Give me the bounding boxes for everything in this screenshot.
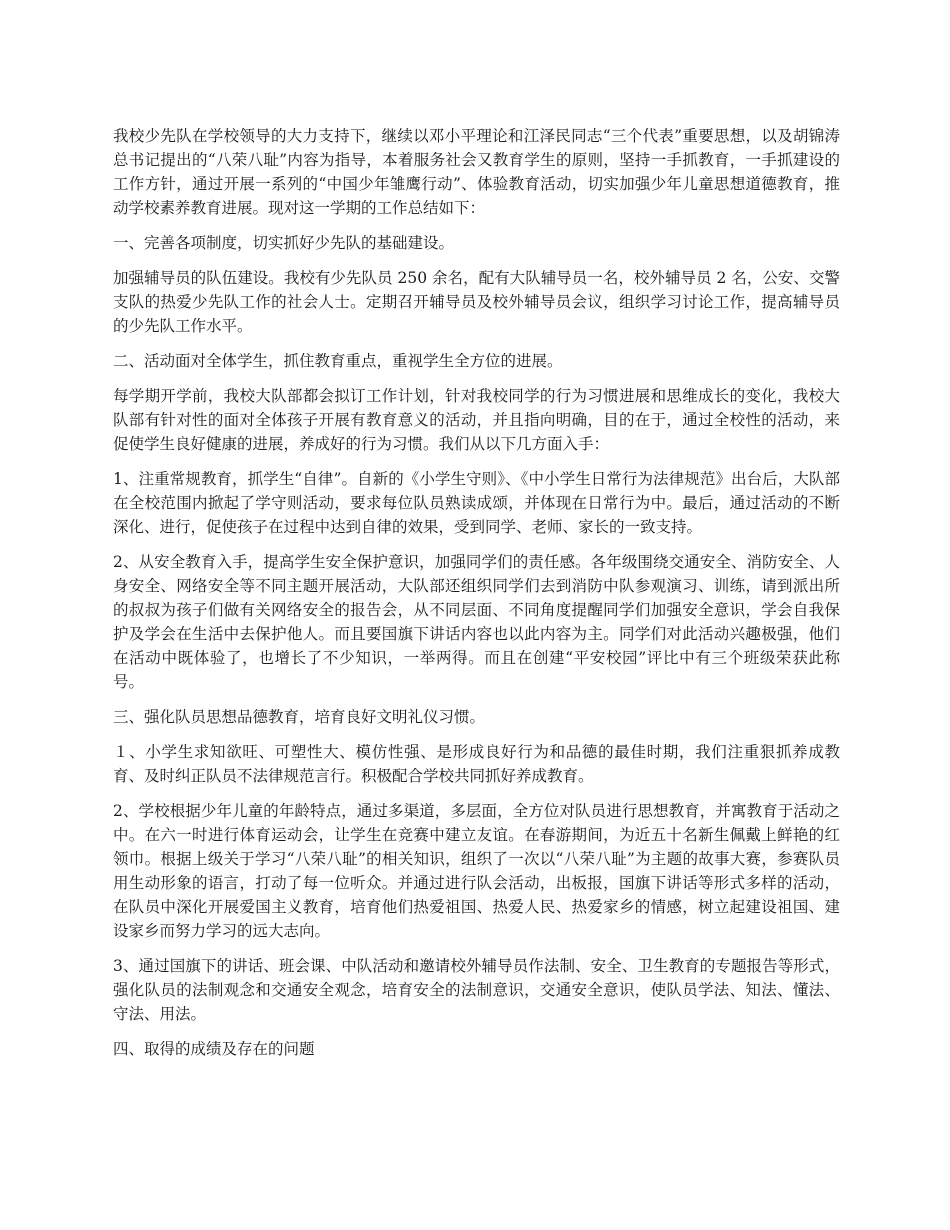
section-heading-4: 四、取得的成绩及存在的问题 [113,1040,315,1058]
body-paragraph: 加强辅导员的队伍建设。我校有少先队员 250 余名，配有大队辅导员一名，校外辅导员 2 名，公安、交警支队的热爱少先队工作的社会人士。定期召开辅导员及校外辅导员会议，组织学习讨论工作，提高辅导员的少先队工作水平。 [113,269,840,335]
body-paragraph: 2、从安全教育入手，提高学生安全保护意识，加强同学们的责任感。各年级围绕交通安全、消防安全、人身安全、网络安全等不同主题开展活动，大队部还组织同学们去到消防中队参观演习、训练，请到派出所的叔叔为孩子们做有关网络安全的报告会，从不同层面、不同角度提醒同学们加强安全意识，学会自我保护及学会在生活中去保护他人。而且要国旗下讲话内容也以此内容为主。同学们对此活动兴趣极强，他们在活动中既体验了，也增长了不少知识，一举两得。而且在创建“平安校园”评比中有三个班级荣获此称号。 [113,553,840,691]
document-page [113,124,840,1072]
section-heading-1: 一、完善各项制度，切实抓好少先队的基础建设。 [113,234,455,252]
body-paragraph: 每学期开学前，我校大队部都会拟订工作计划，针对我校同学的行为习惯进展和思维成长的变化，我校大队部有针对性的面对全体孩子开展有教育意义的活动，并且指向明确，目的在于，通过全校性的活动，来促使学生良好健康的进展，养成好的行为习惯。我们从以下几方面入手： [113,387,840,453]
body-paragraph: 3、通过国旗下的讲话、班会课、中队活动和邀请校外辅导员作法制、安全、卫生教育的专题报告等形式，强化队员的法制观念和交通安全观念，培育安全的法制意识，交通安全意识，使队员学法、知法、懂法、守法、用法。 [113,957,840,1023]
section-heading-3: 三、强化队员思想品德教育，培育良好文明礼仪习惯。 [113,708,486,726]
body-paragraph: 2、学校根据少年儿童的年龄特点，通过多渠道，多层面，全方位对队员进行思想教育，并寓教育于活动之中。在六一时进行体育运动会，让学生在竞赛中建立友谊。在春游期间，为近五十名新生佩戴上鲜艳的红领巾。根据上级关于学习“八荣八耻”的相关知识，组织了一次以“八荣八耻”为主题的故事大赛，参赛队员用生动形象的语言，打动了每一位听众。并通过进行队会活动，出板报，国旗下讲话等形式多样的活动，在队员中深化开展爱国主义教育，培育他们热爱祖国、热爱人民、热爱家乡的情感，树立起建设祖国、建设家乡而努力学习的远大志向。 [113,802,840,940]
body-paragraph: １、小学生求知欲旺、可塑性大、模仿性强、是形成良好行为和品德的最佳时期，我们注重狠抓养成教育、及时纠正队员不法律规范言行。积极配合学校共同抓好养成教育。 [113,743,840,785]
body-paragraph: 1、注重常规教育，抓学生“自律”。自新的《小学生守则》、《中小学生日常行为法律规范》出台后，大队部在全校范围内掀起了学守则活动，要求每位队员熟读成颂，并体现在日常行为中。最后，通过活动的不断深化、进行，促使孩子在过程中达到自律的效果，受到同学、老师、家长的一致支持。 [113,470,840,536]
section-heading-2: 二、活动面对全体学生，抓住教育重点，重视学生全方位的进展。 [113,352,563,370]
intro-paragraph: 我校少先队在学校领导的大力支持下，继续以邓小平理论和江泽民同志“三个代表”重要思想，以及胡锦涛总书记提出的“八荣八耻”内容为指导，本着服务社会又教育学生的原则，坚持一手抓教育，一手抓建设的工作方针，通过开展一系列的“中国少年雏鹰行动”、体验教育活动，切实加强少年儿童思想道德教育，推动学校素养教育进展。现对这一学期的工作总结如下： [113,127,840,217]
